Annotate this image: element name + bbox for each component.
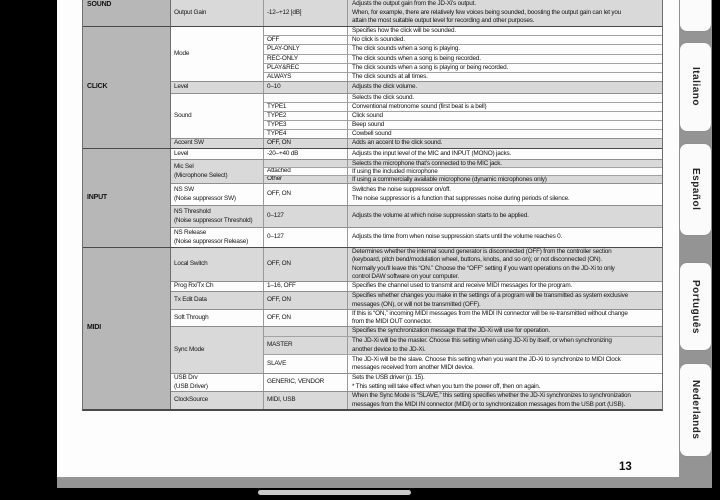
param-desc-line: Adjusts the time from when noise suppression starts until the volume reaches 0. [352,233,563,241]
option-desc-line: The JD-Xi will be the slave. Choose this setting when you want the JD-Xi to synchronize to MIDI Clock [352,355,621,363]
option-desc-line: The click sounds when a song is being recorded. [352,54,481,62]
option-value: Attached [267,168,291,175]
param-value: MIDI, USB [267,396,296,404]
param-value-cell [264,374,348,391]
param-desc-line: Specifies whether changes you make in the settings of a program will be transmitted as system exclusive [352,292,628,300]
param-desc-cell [348,184,662,205]
param-value: GENERIC, VENDOR [267,378,325,386]
param-name-cell [171,392,264,409]
param-value-cell [264,392,348,409]
option-desc-line: If using a commercially available microphone (dynamic microphones only) [352,176,547,183]
option-row [264,44,662,53]
param-value-cell [264,292,348,309]
option-desc-cell [348,121,662,129]
param-row [171,159,662,183]
option-desc-cell [348,55,662,63]
option-desc-cell [348,337,662,355]
option-row [264,54,662,63]
param-name-cell [171,0,264,26]
param-name: NS SW [174,186,194,194]
param-name-cell [171,282,264,291]
option-desc-line: Selects the microphone that's connected to the MIC jack. [352,160,502,167]
param-desc-line: Sets the USB driver (p. 15). [352,374,425,382]
param-desc-cell [348,228,662,247]
param-name: Sync Mode [174,345,205,353]
param-name: (Noise suppressor Threshold) [174,216,253,224]
option-desc-cell [348,176,662,183]
param-name: NS Release [174,229,207,237]
option-row [264,94,662,102]
option-row [264,35,662,44]
param-row [171,0,662,26]
param-desc-cell [348,248,662,281]
option-value: Other [267,176,282,183]
param-value-cell [264,282,348,291]
param-desc-line: When, for example, there are relatively few voices being sounded, boosting the output gain can let you [352,8,622,16]
param-name-cell [171,139,264,148]
option-row [264,63,662,72]
param-name: (Noise suppressor SW) [174,194,236,202]
option-row [264,129,662,138]
option-row [264,327,662,336]
option-desc-cell [348,27,662,35]
param-desc-cell [348,82,662,93]
option-value-cell [264,112,348,120]
language-tab-nederlands[interactable]: Nederlands [679,363,712,457]
param-name-cell [171,27,264,81]
param-row [171,205,662,227]
param-name-cell [171,292,264,309]
option-desc-cell [348,94,662,102]
param-name: NS Threshold [174,208,211,216]
param-name: Tx Edit Data [174,296,207,304]
param-desc-line: messages (ON), or will not be transmitted (OFF). [352,300,481,308]
param-value: 0–10 [267,83,281,91]
option-value: TYPE4 [267,130,287,137]
option-value: SLAVE [267,360,287,368]
param-desc-cell [348,139,662,148]
option-row [264,167,662,175]
param-row [171,138,662,148]
option-value-cell [264,355,348,373]
option-desc-line: No click is sounded. [352,36,405,44]
param-name: (Microphone Select) [174,171,228,179]
language-tab-italiano[interactable]: Italiano [679,42,712,132]
option-value-cell [264,160,348,167]
param-desc-line: control DAW software on your computer. [352,272,459,280]
option-row [264,72,662,81]
option-desc-cell [348,168,662,175]
param-desc-line: attain the most suitable output level for recording and other purposes. [352,17,535,25]
param-options [264,327,662,373]
param-row [171,93,662,138]
option-value-cell [264,36,348,44]
param-desc-cell [348,374,662,391]
param-name: Level [174,149,189,157]
option-desc-cell [348,355,662,373]
param-desc-cell [348,310,662,326]
option-row [264,175,662,183]
param-value-cell [264,206,348,227]
param-options [264,160,662,183]
param-desc-line: messages from the MIDI IN connector (MIDI) or to synchronization messages from the USB port (USB). [352,400,626,408]
param-name: Prog Rx/Tx Ch [174,282,214,290]
option-value: OFF [267,36,280,44]
param-value: OFF, ON [267,190,291,198]
param-row [171,27,662,81]
option-desc-cell [348,45,662,53]
option-desc-line: Specifies how the click will be sounded. [352,27,456,34]
group-label: MIDI [83,248,171,409]
option-desc-cell [348,73,662,81]
param-row [171,309,662,326]
group-label: CLICK [83,27,171,148]
param-group [83,0,662,26]
param-row [171,391,662,409]
param-name: Sound [174,111,192,119]
param-row [171,326,662,373]
option-desc-line: Beep sound [352,121,385,128]
param-desc-line: The noise suppressor is a function that suppresses noise during periods of silence. [352,195,570,203]
option-value-cell [264,64,348,72]
option-value-cell [264,73,348,81]
option-desc-cell [348,64,662,72]
option-value-cell [264,94,348,102]
param-desc-line: (keyboard, pitch bend/modulation wheel, buttons, knobs, and so on); or not disconnected (ON). [352,256,602,264]
right-edge-bar [712,0,720,500]
param-desc-line: Switches the noise suppressor on/off. [352,185,451,193]
option-value: TYPE1 [267,103,287,110]
option-value: ALWAYS [267,72,292,80]
option-desc-line: messages received from another MIDI device. [352,364,474,372]
param-value-cell [264,310,348,326]
param-row [171,373,662,391]
param-desc-cell [348,392,662,409]
option-desc-line: The click sounds when a song is playing. [352,45,460,53]
option-row [264,354,662,373]
group-label: INPUT [83,149,171,247]
param-name-cell [171,310,264,326]
param-value: -20–+40 dB [267,149,299,157]
group-rows [171,248,662,409]
option-desc-line: Specifies the synchronization message that the JD-Xi will use for operation. [352,327,550,335]
param-desc-line: If this is “ON,” incoming MIDI messages from the MIDI IN connector will be re-transmitted without change [352,310,628,317]
param-row [171,248,662,281]
param-desc-line: Adjusts the click volume. [352,83,417,91]
option-desc-cell [348,130,662,138]
param-name-cell [171,94,264,138]
param-value-cell [264,184,348,205]
param-value: 0–127 [267,233,284,241]
param-name-cell [171,149,264,159]
option-row [264,120,662,129]
param-desc-line: Specifies the channel used to transmit and receive MIDI messages for the program. [352,282,573,290]
option-desc-line: Selects the click sound. [352,94,414,101]
param-row [171,281,662,291]
param-value: 1–16, OFF [267,282,296,290]
option-desc-cell [348,327,662,336]
option-desc-cell [348,36,662,44]
param-options [264,94,662,138]
param-name: Output Gain [174,8,207,16]
option-desc-line: Click sound [352,112,383,119]
option-value: PLAY-ONLY [267,45,300,53]
option-value-cell [264,103,348,111]
param-desc-cell [348,149,662,159]
option-row [264,336,662,355]
language-tab-partial[interactable] [679,0,712,32]
param-name: Accent SW [174,139,204,147]
param-value: OFF, ON [267,296,291,304]
option-desc-line: another device to the JD-Xi. [352,345,426,353]
param-desc-cell [348,282,662,291]
option-desc-line: Cowbell sound [352,130,392,137]
param-desc-cell [348,292,662,309]
param-group [83,148,662,247]
param-row [171,291,662,309]
param-desc-line: from the MIDI OUT connector. [352,318,432,326]
option-desc-line: The click sounds at all times. [352,72,428,80]
option-value: TYPE3 [267,121,287,128]
option-row [264,102,662,111]
param-row [171,227,662,247]
option-row [264,160,662,167]
param-desc-line: When the Sync Mode is “SLAVE,” this setting specifies whether the JD-Xi synchronizes to synchronization [352,392,631,400]
param-name-cell [171,248,264,281]
language-tab-espanol[interactable]: Español [679,143,712,236]
option-value-cell [264,176,348,183]
param-value-cell [264,139,348,148]
param-value: -12–+12 [dB] [267,8,302,16]
option-row [264,111,662,120]
param-desc-line: Adds an accent to the click sound. [352,139,443,147]
param-name: Local Switch [174,260,208,268]
option-value-cell [264,130,348,138]
option-value-cell [264,27,348,35]
param-name: Soft Through [174,313,209,321]
param-options [264,27,662,81]
param-name-cell [171,160,264,183]
option-desc-line: The JD-Xi will be the master. Choose this setting when using JD-Xi by itself, or when synchronizing [352,337,612,345]
option-row [264,27,662,35]
manual-page [57,0,679,477]
param-name: (Noise suppressor Release) [174,237,249,245]
param-name-cell [171,228,264,247]
param-value: OFF, ON [267,260,291,268]
param-name-cell [171,184,264,205]
param-name: ClockSource [174,396,209,404]
param-desc-line: Adjusts the output gain from the JD-Xi's output. [352,0,476,8]
system-parameter-table [82,0,663,411]
param-group [83,26,662,148]
param-name: Mode [174,49,190,57]
option-desc-line: The click sounds when a song is playing or being recorded. [352,63,509,71]
option-desc-line: Conventional metronome sound (first beat is a bell) [352,103,487,110]
param-desc-line: Normally you'll leave this “ON.” Choose the “OFF” setting if you want operations on the JD-Xi to only [352,264,615,272]
param-name: (USB Driver) [174,382,208,390]
option-desc-cell [348,103,662,111]
option-value-cell [264,121,348,129]
param-desc-line: Determines whether the internal sound generator is disconnected (OFF) from the controller section [352,248,612,256]
group-label: SOUND [83,0,171,26]
param-row [171,149,662,159]
param-value-cell [264,248,348,281]
param-desc-line: Adjusts the input level of the MIC and INPUT (MONO) jacks. [352,149,512,157]
option-value: TYPE2 [267,112,287,119]
param-name-cell [171,206,264,227]
group-rows [171,27,662,148]
option-value: MASTER [267,341,293,349]
option-value: PLAY&REC [267,63,300,71]
language-tab-portugues[interactable]: Português [679,262,712,351]
param-name-cell [171,327,264,373]
param-name: Level [174,83,189,91]
group-rows [171,149,662,247]
param-desc-cell [348,206,662,227]
param-value-cell [264,82,348,93]
param-desc-line: * This setting will take effect when you turn the power off, then on again. [352,382,541,390]
param-name-cell [171,374,264,391]
option-desc-cell [348,112,662,120]
param-row [171,81,662,93]
param-value-cell [264,228,348,247]
param-desc-cell [348,0,662,26]
group-rows [171,0,662,26]
param-row [171,183,662,205]
option-desc-line: If using the included microphone [352,168,438,175]
option-value-cell [264,327,348,336]
option-value: REC-ONLY [267,54,298,62]
param-name-cell [171,82,264,93]
option-value-cell [264,168,348,175]
param-name: USB Drv [174,374,198,382]
param-value: OFF, ON [267,313,291,321]
option-value-cell [264,337,348,355]
scrollbar-handle[interactable] [258,490,411,495]
param-value: OFF, ON [267,139,291,147]
param-group [83,247,662,409]
option-value-cell [264,55,348,63]
param-value: 0–127 [267,212,284,220]
param-desc-line: Adjusts the volume at which noise suppression starts to be applied. [352,212,529,220]
param-value-cell [264,0,348,26]
option-value-cell [264,45,348,53]
option-desc-cell [348,160,662,167]
page-number: 13 [619,461,632,473]
param-value-cell [264,149,348,159]
param-name: Mic Sel [174,163,194,171]
